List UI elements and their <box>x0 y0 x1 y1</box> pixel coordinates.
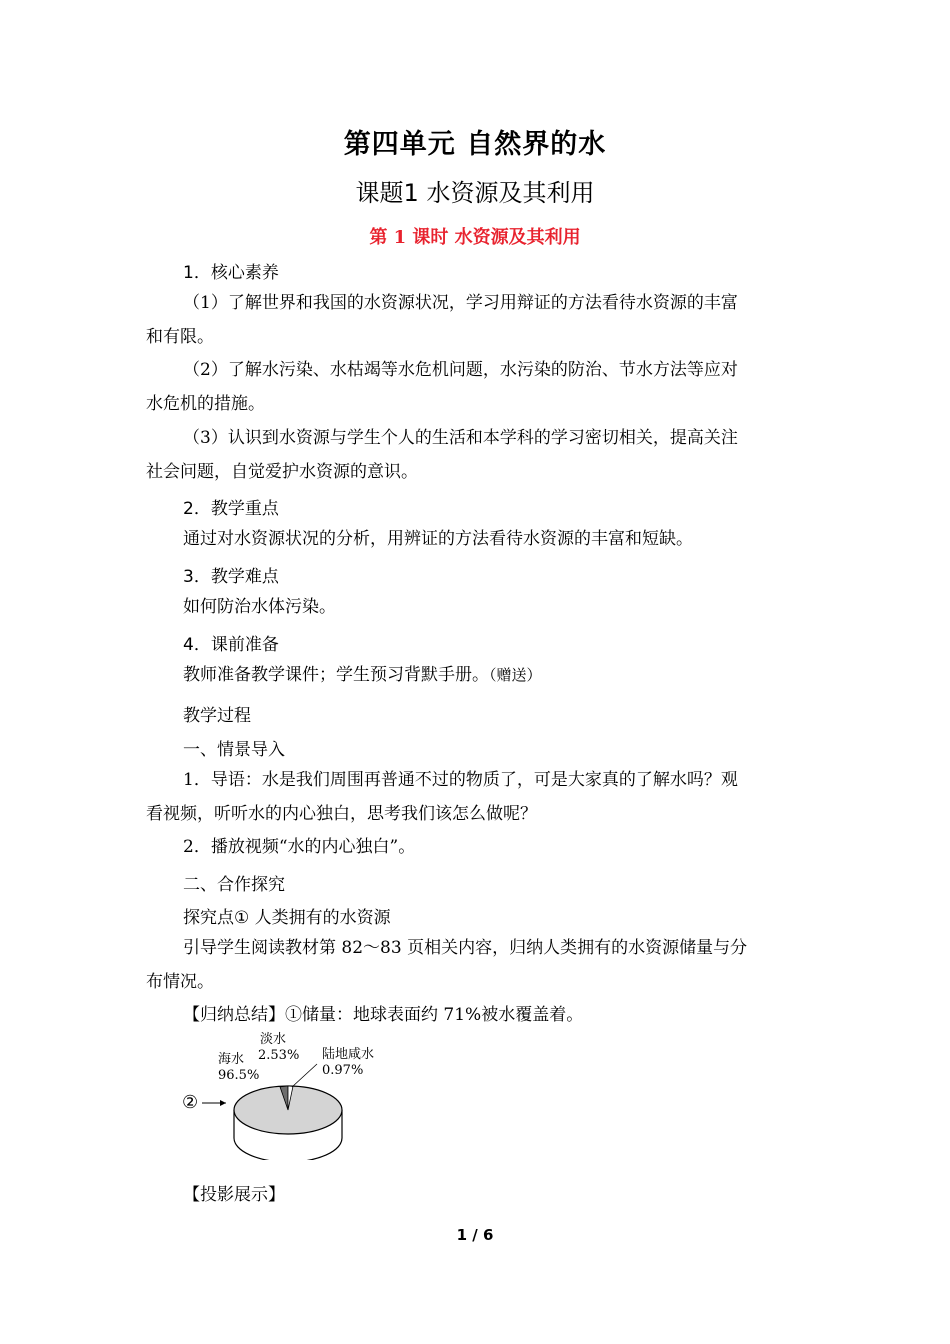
marker-arrow-head <box>220 1100 226 1106</box>
core-literacy-item-2-line-1: （2）了解水污染、水枯竭等水危机问题，水污染的防治、节水方法等应对 <box>183 360 738 380</box>
part1-item-1-line-1: 1．导语：水是我们周围再普通不过的物质了，可是大家真的了解水吗？观 <box>183 770 738 790</box>
section-core-literacy-heading: 1．核心素养 <box>183 263 279 283</box>
lesson-title: 课题1 水资源及其利用 <box>355 179 595 207</box>
page-number: 1 / 6 <box>456 1226 494 1244</box>
explore-point-1-heading: 探究点① 人类拥有的水资源 <box>183 908 391 928</box>
section-preparation-heading: 4．课前准备 <box>183 635 279 655</box>
period-title: 第 1 课时 水资源及其利用 <box>369 227 581 248</box>
label-fresh-water <box>258 1032 299 1064</box>
core-literacy-item-3-line-2: 社会问题，自觉爱护水资源的意识。 <box>146 462 418 482</box>
preparation-main: 教师准备教学课件；学生预习背默手册。 <box>183 665 489 685</box>
core-literacy-item-3-line-1: （3）认识到水资源与学生个人的生活和本学科的学习密切相关，提高关注 <box>183 428 738 448</box>
label-land-salt-water-name: 陆地咸水 <box>322 1047 375 1062</box>
explore-point-1-text-line-1: 引导学生阅读教材第 82～83 页相关内容，归纳人类拥有的水资源储量与分 <box>183 938 748 958</box>
marker-circle-2: ② <box>182 1092 199 1113</box>
summary-line <box>183 998 583 1032</box>
section-difficulties-heading: 3．教学难点 <box>183 567 279 587</box>
teaching-process-heading: 教学过程 <box>183 706 251 726</box>
difficulties-text: 如何防治水体污染。 <box>183 597 336 617</box>
preparation-text <box>183 658 542 692</box>
label-land-salt-water <box>322 1047 374 1079</box>
part1-item-1-line-2: 看视频，听听水的内心独白，思考我们该怎么做呢？ <box>146 804 537 824</box>
key-points-text: 通过对水资源状况的分析，用辨证的方法看待水资源的丰富和短缺。 <box>183 529 693 549</box>
projection-tag: 【投影展示】 <box>183 1185 285 1205</box>
label-sea-water <box>218 1052 259 1084</box>
unit-title: 第四单元 自然界的水 <box>343 129 607 160</box>
water-distribution-pie-figure <box>170 1030 410 1160</box>
section-key-points-heading: 2．教学重点 <box>183 499 279 519</box>
part1-heading: 一、情景导入 <box>183 740 285 760</box>
land-salt-water-leader <box>292 1064 317 1087</box>
label-fresh-water-name: 淡水 <box>260 1032 287 1047</box>
label-sea-water-name: 海水 <box>218 1052 245 1067</box>
label-sea-water-value: 96.5% <box>218 1068 260 1083</box>
summary-tag: 【归纳总结】 <box>183 1005 285 1025</box>
part1-item-2: 2．播放视频“水的内心独白”。 <box>183 837 416 857</box>
explore-point-1-text-line-2: 布情况。 <box>146 972 214 992</box>
label-fresh-water-value: 2.53% <box>258 1048 300 1063</box>
core-literacy-item-1-line-1: （1）了解世界和我国的水资源状况，学习用辩证的方法看待水资源的丰富 <box>183 293 738 313</box>
core-literacy-item-2-line-2: 水危机的措施。 <box>146 394 265 414</box>
preparation-note: （赠送） <box>489 666 542 684</box>
label-land-salt-water-value: 0.97% <box>322 1063 364 1078</box>
core-literacy-item-1-line-2: 和有限。 <box>146 327 214 347</box>
summary-text: ①储量：地球表面约 71%被水覆盖着。 <box>285 1005 584 1025</box>
part2-heading: 二、合作探究 <box>183 875 285 895</box>
